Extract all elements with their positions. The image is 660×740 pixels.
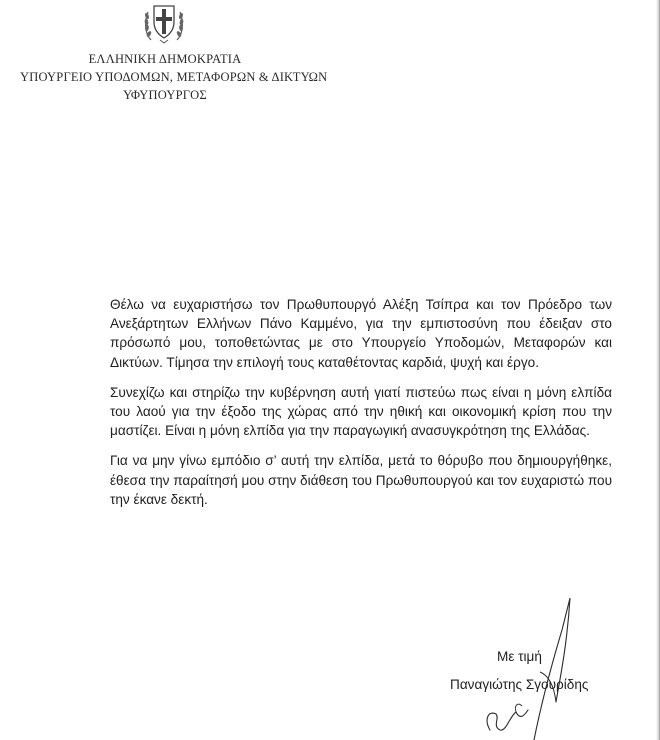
letter-body — [110, 295, 612, 520]
paragraph-1: Θέλω να ευχαριστήσω τον Πρωθυπουργό Αλέξη Τσίπρα και τον Πρόεδρο των Ανεξάρτητων Ελλήνων Πάνο Καμμένο, για την εμπιστοσύνη που έδειξαν στο πρόσωπό μου, τοποθετώντας με στο Υπουργείο Υποδομών, Μεταφορών και Δικτύων. Τίμησα την επιλογή τους καταθέτοντας καρδιά, ψυχή και έργο. — [110, 297, 612, 370]
paragraph-3: Για να μην γίνω εμπόδιο σ’ αυτή την ελπίδα, μετά το θόρυβο που δημιουργήθηκε, έθεσα την παραίτησή μου στην διάθεση του Πρωθυπουργού και τον ευχαριστώ που την έκανε δεκτή. — [110, 453, 613, 507]
page-edge-shadow — [656, 0, 660, 740]
signatory-name: Παναγιώτης Σγουρίδης — [450, 677, 589, 692]
letterhead-ministry: ΥΠΟΥΡΓΕΙΟ ΥΠΟΔΟΜΩΝ, ΜΕΤΑΦΟΡΩΝ & ΔΙΚΤΥΩΝ — [20, 70, 328, 84]
paragraph-2: Συνεχίζω και στηρίζω την κυβέρνηση αυτή γιατί πιστεύω πως είναι η μόνη ελπίδα του λαού για την έξοδο της χώρας από την ηθική και οικονομική κρίση που την μαστίζει. Είναι η μόνη ελπίδα για την παραγωγική ανασυγκρότηση της Ελλάδας. — [110, 384, 612, 439]
letterhead — [20, 50, 328, 104]
letterhead-position: ΥΦΥΠΟΥΡΓΟΣ — [123, 88, 207, 102]
closing-salutation: Με τιμή — [497, 649, 542, 664]
letterhead-republic: ΕΛΛΗΝΙΚΗ ΔΗΜΟΚΡΑΤΙΑ — [88, 52, 242, 66]
greek-coat-of-arms-icon — [141, 0, 187, 44]
